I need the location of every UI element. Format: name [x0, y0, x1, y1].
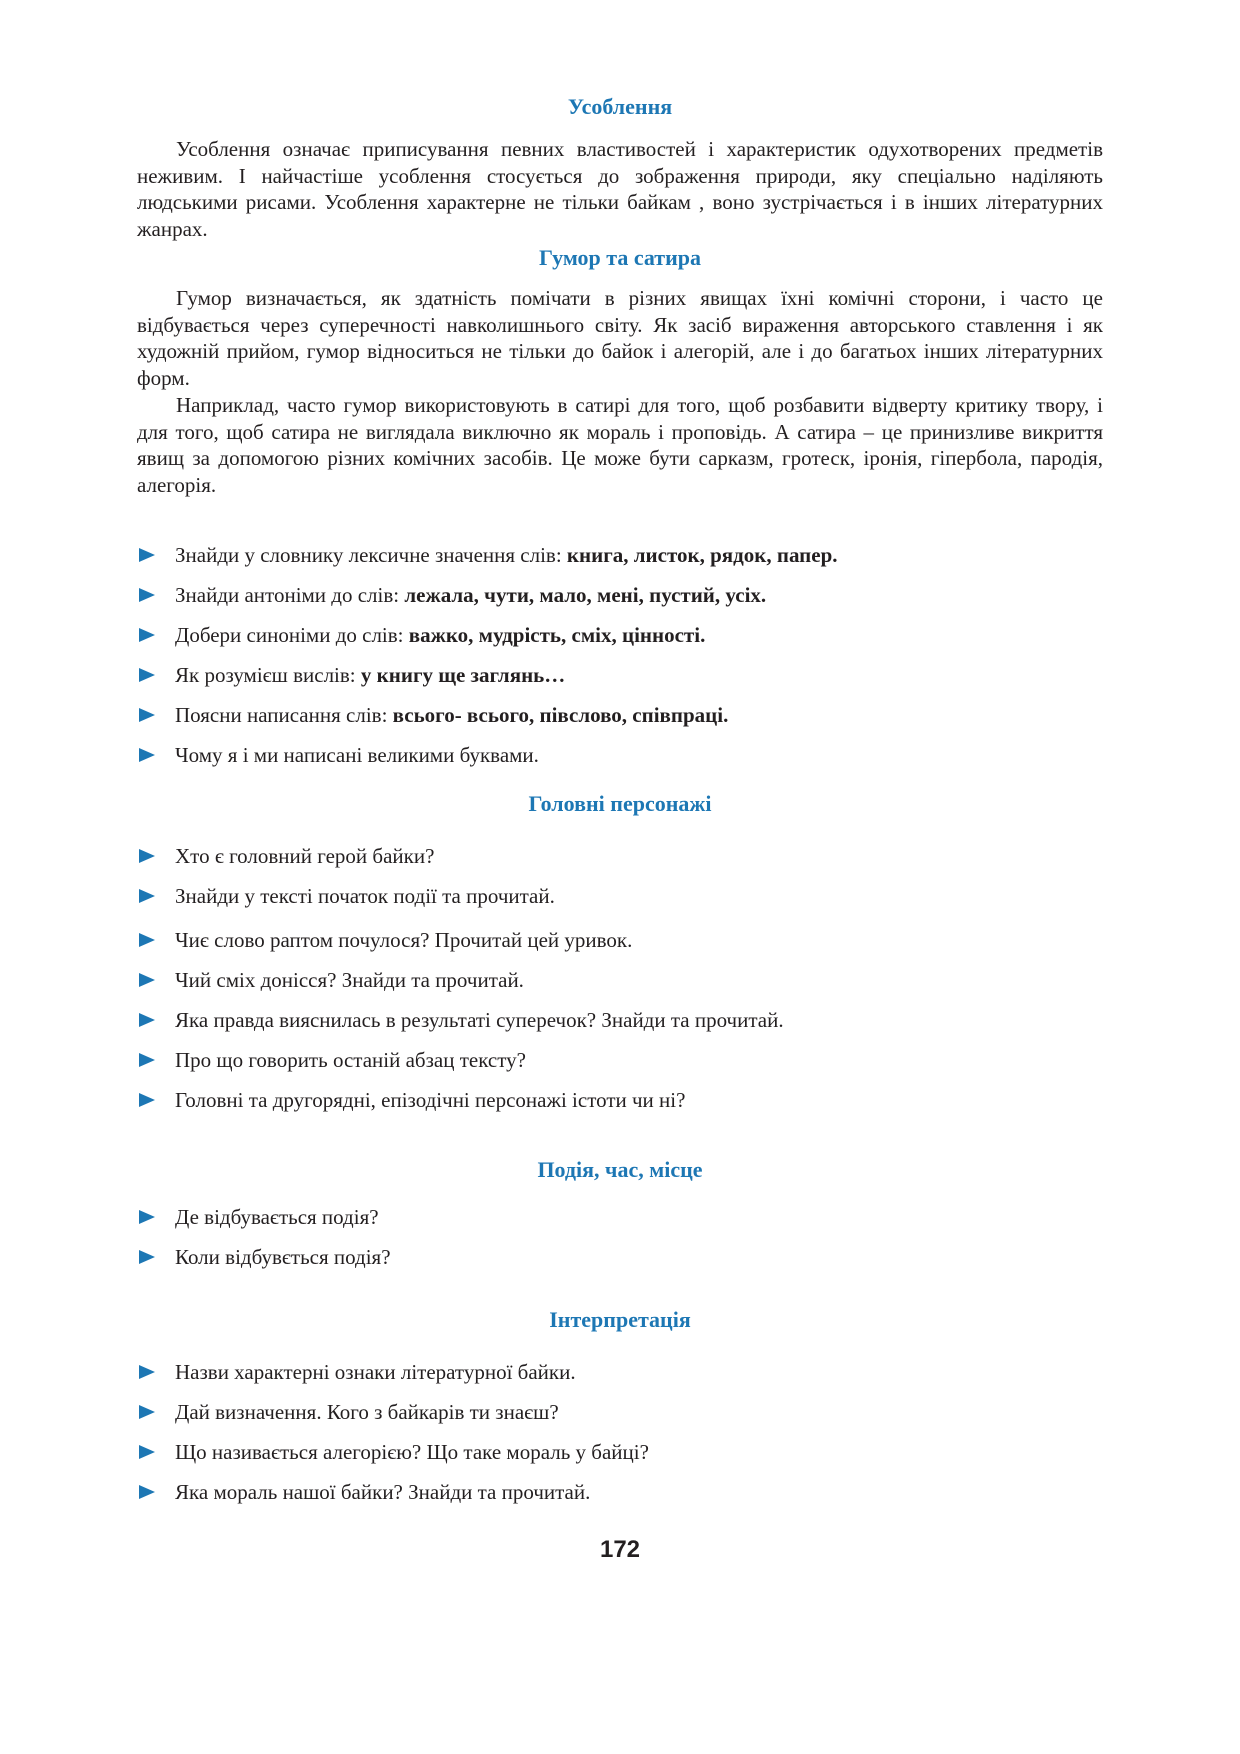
task-item	[137, 621, 1103, 649]
task-words: книга, листок, рядок, папер.	[566, 543, 838, 567]
task-text: Знайди у тексті початок події та прочитай.	[175, 884, 555, 908]
right-triangle-icon	[139, 628, 155, 642]
right-triangle-icon	[139, 1365, 155, 1379]
textbook-page	[137, 0, 1103, 1754]
right-triangle-icon	[139, 708, 155, 722]
right-triangle-icon	[139, 889, 155, 903]
heading-humor: Гумор та сатира	[538, 245, 702, 270]
task-words: важко, мудрість, сміх, цінності.	[408, 623, 706, 647]
right-triangle-icon	[139, 1485, 155, 1499]
task-item	[137, 1046, 1103, 1074]
right-triangle-icon	[139, 1445, 155, 1459]
task-item	[137, 842, 1103, 870]
task-item	[137, 661, 1103, 689]
heading-personification: Усоблення	[567, 94, 673, 119]
right-triangle-icon	[139, 1013, 155, 1027]
task-item	[137, 1358, 1103, 1386]
right-triangle-icon	[139, 1053, 155, 1067]
heading-characters: Головні персонажі	[528, 791, 712, 816]
task-text: Знайди у словнику лексичне значення слів:	[175, 543, 567, 567]
task-item	[137, 926, 1103, 954]
task-item	[137, 1478, 1103, 1506]
task-text: Чиє слово раптом почулося? Прочитай цей уривок.	[175, 928, 633, 952]
right-triangle-icon	[139, 933, 155, 947]
task-item	[137, 1438, 1103, 1466]
task-item	[137, 1006, 1103, 1034]
right-triangle-icon	[139, 1093, 155, 1107]
heading-event: Подія, час, місце	[537, 1157, 703, 1182]
task-text: Чий сміх донісся? Знайди та прочитай.	[175, 968, 524, 992]
right-triangle-icon	[139, 548, 155, 562]
task-text: Яка правда вияснилась в результаті суперечок? Знайди та прочитай.	[175, 1008, 784, 1032]
task-text: Яка мораль нашої байки? Знайди та прочитай.	[175, 1480, 591, 1504]
task-text: Хто є головний герой байки?	[175, 844, 435, 868]
task-item	[137, 1203, 1103, 1231]
right-triangle-icon	[139, 973, 155, 987]
task-text: Поясни написання слів:	[175, 703, 393, 727]
task-item	[137, 541, 1103, 569]
task-text: Коли відбувється подія?	[175, 1245, 391, 1269]
task-item	[137, 882, 1103, 910]
task-item	[137, 581, 1103, 609]
heading-interpretation: Інтерпретація	[549, 1307, 691, 1332]
right-triangle-icon	[139, 1405, 155, 1419]
page-number: 172	[599, 1536, 641, 1563]
task-item	[137, 701, 1103, 729]
task-text: Про що говорить останій абзац тексту?	[175, 1048, 526, 1072]
paragraph-humor-1: Гумор визначається, як здатність помічати в різних явищах їхні комічні сторони, і часто це відбувається через суперечності навколишнього світу. Як засіб вираження авторського ставлення і як художній прийом, гумор відноситься не тільки до байок і алегорій, але і до багатьох інших літературних форм.	[137, 286, 1103, 391]
right-triangle-icon	[139, 1210, 155, 1224]
right-triangle-icon	[139, 588, 155, 602]
task-text: Де відбувається подія?	[175, 1205, 379, 1229]
task-words: лежала, чути, мало, мені, пустий, усіх.	[404, 583, 767, 607]
task-text: Головні та другорядні, епізодічні персонажі істоти чи ні?	[175, 1088, 686, 1112]
task-text: Що називається алегорією? Що таке мораль у байці?	[175, 1440, 649, 1464]
task-text: Дай визначення. Кого з байкарів ти знаєш?	[175, 1400, 559, 1424]
task-item	[137, 741, 1103, 769]
task-item	[137, 966, 1103, 994]
right-triangle-icon	[139, 668, 155, 682]
task-item	[137, 1398, 1103, 1426]
right-triangle-icon	[139, 748, 155, 762]
task-words: у книгу ще заглянь…	[360, 663, 566, 687]
right-triangle-icon	[139, 849, 155, 863]
right-triangle-icon	[139, 1250, 155, 1264]
task-item	[137, 1086, 1103, 1114]
paragraph-personification: Усоблення означає приписування певних властивостей і характеристик одухотворених предметів неживим. І найчастіше усоблення стосується до зображення природи, яку спеціально наділяють людськими рисами. Усоблення характерне не тільки байкам , воно зустрічається і в інших літературних жанрах.	[137, 137, 1103, 242]
task-text: Знайди антоніми до слів:	[175, 583, 405, 607]
task-item	[137, 1243, 1103, 1271]
task-text: Добери синоніми до слів:	[175, 623, 409, 647]
task-text: Чому я і ми написані великими буквами.	[175, 743, 539, 767]
task-text: Як розумієш вислів:	[175, 663, 361, 687]
task-words: всього- всього, півслово, співпраці.	[392, 703, 729, 727]
paragraph-humor-2: Наприклад, часто гумор використовують в сатирі для того, щоб розбавити відверту критику твору, і для того, щоб сатира не виглядала виключно як мораль і проповідь. А сатира – це принизливе викриття явищ за допомогою різних комічних засобів. Це може бути сарказм, гротеск, іронія, гіпербола, пародія, алегорія.	[137, 393, 1103, 498]
task-text: Назви характерні ознаки літературної байки.	[175, 1360, 576, 1384]
